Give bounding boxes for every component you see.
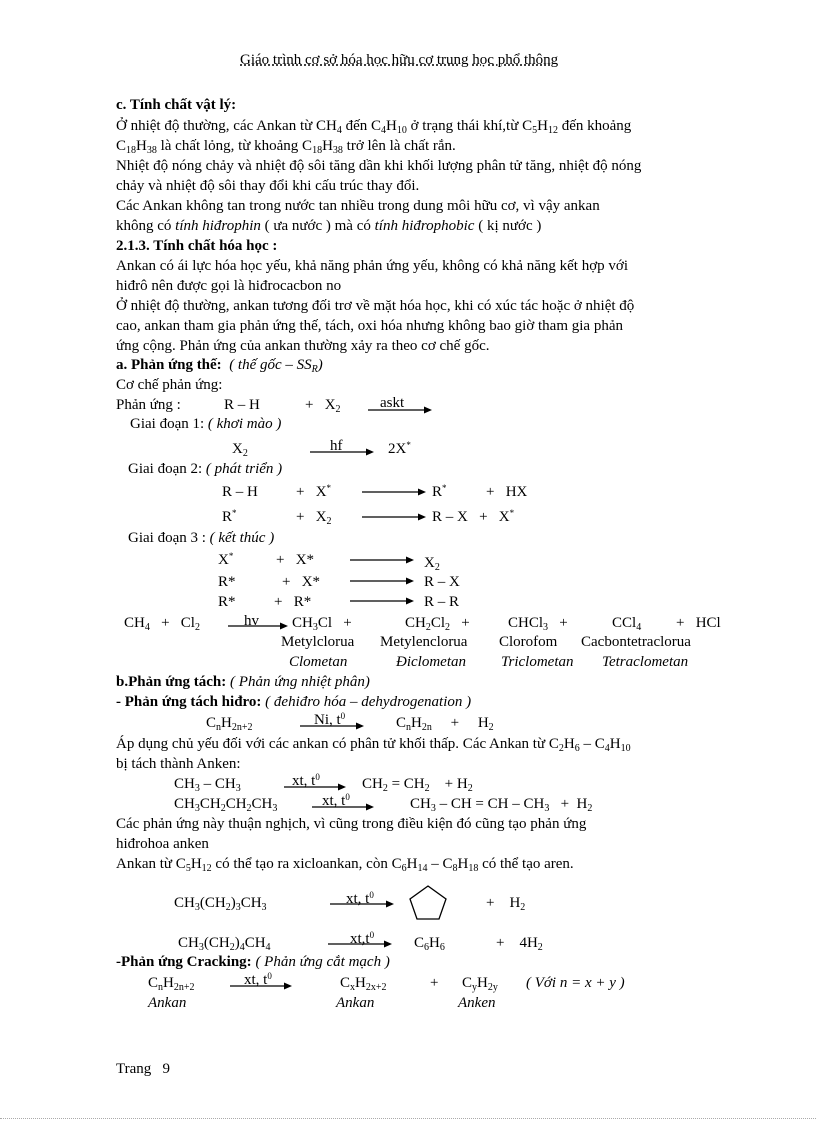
subsection-title-elimination: b.Phản ứng tách: ( Phản ứng nhiệt phân) [116,674,370,690]
section-title-chemical: 2.1.3. Tính chất hóa học : [116,238,278,254]
cracking-note: ( Với n = x + y ) [526,975,625,991]
subsection-dehydrogenation: - Phản ứng tách hiđro: ( đehiđro hóa – dehydrogenation ) [116,694,472,710]
formula: + HCl [676,615,721,631]
subsection-title-substitution: a. Phản ứng thế: ( thế gốc – $SS_R$) [116,357,323,375]
condition-label: xt, $t^0$ [322,792,350,809]
reaction-arrow [362,486,426,498]
formula: + X* [296,483,332,500]
formula: $CH_3Cl$ + [292,615,352,633]
paragraph-line: Ở nhiệt độ thường, ankan tương đối trơ về mặt hóa học, khi có xúc tác hoặc ở nhiệt độ [116,298,635,314]
reaction-arrow [300,720,364,732]
formula: + HX [486,484,528,500]
reactant-formula: + $X_2$ [305,397,341,415]
paragraph-line: bị tách thành Anken: [116,756,241,772]
condition-label: $xt,t^0$ [350,930,375,947]
compound-name: Metylclorua [281,634,355,650]
condition-label: hv [244,613,259,629]
formula: R* [218,594,236,610]
paragraph-line: chảy và nhiệt độ sôi thay đổi khi cấu trúc thay đổi. [116,178,420,194]
formula: R – H [222,484,258,500]
formula: + $4H_2$ [496,935,543,953]
page-header: Giáo trình cơ sở hóa học hữu cơ trung học phổ thông [240,52,559,68]
formula: 2X* [388,440,411,457]
condition-label: xt, $t^0$ [292,772,320,789]
formula: $CH_2 = CH_2$ + $H_2$ [362,776,473,794]
formula: $CH_3$ – CH = CH – $CH_3 + H_2$ [410,796,593,814]
compound-class: Ankan [148,995,187,1011]
paragraph-line: Ankan có ái lực hóa học yếu, khả năng phản ứng yếu, không có khả năng kết hợp với [116,258,628,274]
stage-label: Giai đoạn 2: ( phát triển ) [128,461,283,477]
paragraph-line: hiđrohoa anken [116,836,209,852]
reactant-formula: R – H [224,397,260,413]
formula: R – X + X* [432,508,515,525]
formula: $CH_4 + Cl_2$ [124,615,200,633]
iupac-name: Tetraclometan [602,654,689,670]
reaction-arrow [330,898,394,910]
formula: R – X [424,574,460,590]
reaction-arrow [350,575,414,587]
formula: + R* [274,594,312,610]
page-bottom-divider [0,1118,816,1119]
formula: $C_6H_6$ [414,935,445,953]
condition-label: askt [380,395,405,411]
formula: + [430,975,439,991]
formula: $C_nH_{2n+2}$ [206,715,253,733]
reaction-arrow [362,511,426,523]
condition-label: xt, $t^0$ [244,971,272,988]
reaction-arrow [310,446,374,458]
formula: $CH_3 - CH_3$ [174,776,241,794]
iupac-name: Triclometan [501,654,574,670]
formula: + X* [276,552,315,568]
paragraph-line: Các Ankan không tan trong nước tan nhiều trong dung môi hữu cơ, vì vậy ankan [116,198,600,214]
formula: $CH_3CH_2CH_2CH_3$ [174,796,278,814]
iupac-name: Điclometan [396,654,466,670]
formula: $X_2$ [232,441,248,459]
paragraph-line: Nhiệt độ nóng chảy và nhiệt độ sôi tăng dần khi khối lượng phân tử tăng, nhiệt độ nóng [116,158,642,174]
condition-label: Ni, $t^0$ [314,711,346,728]
iupac-name: Clometan [289,654,348,670]
formula: R* [222,508,237,525]
compound-name: Clorofom [499,634,558,650]
formula: CHCl$_3$ + [508,615,568,633]
formula: + X* [282,574,321,590]
page-footer: Trang 9 [116,1061,171,1077]
cyclopentane-structure [406,883,450,923]
reaction-arrow [230,980,292,992]
paragraph-line: Các phản ứng này thuận nghịch, vì cũng trong điều kiện đó cũng tạo phản ứng [116,816,587,832]
formula: R* [432,483,447,500]
paragraph-line: Ở nhiệt độ thường, các Ankan từ $CH_4$ đến $C_4H_{10}$ ở trạng thái khí,từ $C_5H_{12}$ đến khoảng [116,118,632,136]
formula: $C_nH_{2n}$ + $H_2$ [396,715,494,733]
paragraph-line: Áp dụng chủ yếu đối với các ankan có phân tử khối thấp. Các Ankan từ $C_2H_6 - C_4H_{10}$ [116,736,631,754]
stage-label: Giai đoạn 3 : ( kết thúc ) [128,530,275,546]
paragraph-line: $C_{18}H_{38}$ là chất lỏng, từ khoảng $C_{18}H_{38}$ trở lên là chất rắn. [116,138,456,156]
formula: $C_yH_{2y}$ [462,975,498,993]
formula: $C_nH_{2n+2}$ [148,975,195,993]
formula: R – R [424,594,460,610]
paragraph-line: cao, ankan tham gia phản ứng thế, tách, oxi hóa nhưng không bao giờ tham gia phản [116,318,623,334]
reaction-arrow [350,595,414,607]
paragraph-line: không có tính hiđrophin ( ưa nước ) mà có tính hiđrophobic ( kị nước ) [116,218,542,234]
reaction-arrow [350,554,414,566]
paragraph-line: ứng cộng. Phản ứng của ankan thường xảy ra theo cơ chế gốc. [116,338,490,354]
compound-class: Ankan [336,995,375,1011]
compound-name: Metylenclorua [380,634,468,650]
reaction-arrow [328,938,392,950]
formula: $CH_3(CH_2)_4CH_4$ [178,935,271,953]
compound-class: Anken [458,995,496,1011]
paragraph-line: Ankan từ $C_5H_{12}$ có thể tạo ra xicloankan, còn $C_6H_{14} - C_8H_{18}$ có thể tạo aren. [116,856,574,874]
formula: $CH_3(CH_2)_3CH_3$ [174,895,267,913]
stage-label: Giai đoạn 1: ( khơi mào ) [130,416,282,432]
formula: CCl$_4$ [612,615,642,633]
reaction-label: Phản ứng : [116,397,181,413]
compound-name: Cacbontetraclorua [581,634,691,650]
formula: $CH_2Cl_2$ + [405,615,470,633]
paragraph-line: hiđrô nên được gọi là hiđrocacbon no [116,278,342,294]
mechanism-label: Cơ chế phản ứng: [116,377,223,393]
formula: + $X_2$ [296,509,332,527]
formula: R* [218,574,236,590]
reaction-arrow [228,620,288,632]
condition-label: xt, $t^0$ [346,890,374,907]
section-title-physical: c. Tính chất vật lý: [116,97,237,113]
formula: X* [218,551,234,568]
condition-label: hf [330,438,343,454]
subsection-cracking: -Phản ứng Cracking: ( Phản ứng cắt mạch ) [116,954,390,970]
formula: $C_xH_{2x+2}$ [340,975,387,993]
reaction-arrow [368,404,432,416]
formula: + $H_2$ [486,895,526,913]
reaction-arrow [312,801,374,813]
formula: $X_2$ [424,555,440,573]
